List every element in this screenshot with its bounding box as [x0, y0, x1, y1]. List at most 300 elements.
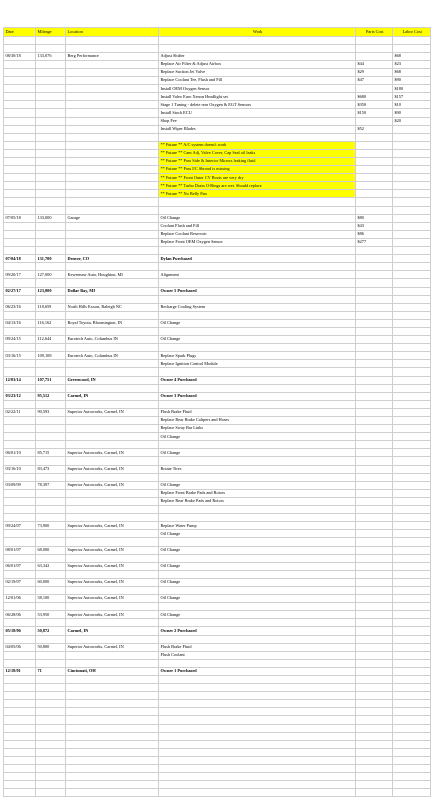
table-row — [4, 465, 431, 473]
table-row — [4, 279, 431, 287]
mileage-cell — [36, 174, 66, 182]
labor-cost-cell — [393, 392, 431, 400]
date-cell — [4, 684, 36, 692]
date-cell — [4, 222, 36, 230]
parts-cost-cell — [356, 368, 393, 376]
work-cell: Oil Change — [159, 562, 356, 570]
table-row — [4, 716, 431, 724]
date-cell — [4, 659, 36, 667]
labor-cost-cell — [393, 44, 431, 52]
date-cell — [4, 68, 36, 76]
work-cell: Oil Change — [159, 319, 356, 327]
work-cell — [159, 36, 356, 44]
mileage-cell — [36, 732, 66, 740]
parts-cost-cell — [356, 133, 393, 141]
parts-cost-cell: $86 — [356, 230, 393, 238]
labor-cost-cell — [393, 279, 431, 287]
table-row — [4, 263, 431, 271]
labor-cost-cell: $90 — [393, 77, 431, 85]
table-row — [4, 109, 431, 117]
parts-cost-cell — [356, 336, 393, 344]
labor-cost-cell — [393, 659, 431, 667]
parts-cost-cell — [356, 457, 393, 465]
labor-cost-cell — [393, 198, 431, 206]
location-cell — [66, 238, 159, 246]
location-cell: North Hills Exxon, Raleigh NC — [66, 303, 159, 311]
header-work: Work — [159, 28, 356, 37]
work-cell: Owner 2 Purchased — [159, 627, 356, 635]
work-cell: Install Wiper Blades — [159, 125, 356, 133]
mileage-cell: 50,872 — [36, 627, 66, 635]
parts-cost-cell — [356, 506, 393, 514]
labor-cost-cell — [393, 789, 431, 797]
mileage-cell — [36, 781, 66, 789]
table-row — [4, 60, 431, 68]
labor-cost-cell — [393, 643, 431, 651]
mileage-cell — [36, 756, 66, 764]
parts-cost-cell — [356, 765, 393, 773]
maintenance-log-body — [4, 28, 431, 797]
labor-cost-cell — [393, 692, 431, 700]
mileage-cell: 112,644 — [36, 336, 66, 344]
work-cell — [159, 206, 356, 214]
labor-cost-cell — [393, 765, 431, 773]
labor-cost-cell — [393, 546, 431, 554]
mileage-cell — [36, 619, 66, 627]
table-row — [4, 425, 431, 433]
date-cell — [4, 603, 36, 611]
labor-cost-cell — [393, 554, 431, 562]
mileage-cell: 109,108 — [36, 352, 66, 360]
location-cell: Superior Autoworks, Carmel, IN — [66, 578, 159, 586]
mileage-cell — [36, 789, 66, 797]
table-row — [4, 651, 431, 659]
maintenance-log-table — [3, 27, 431, 797]
location-cell — [66, 497, 159, 505]
labor-cost-cell — [393, 586, 431, 594]
mileage-cell — [36, 44, 66, 52]
table-row — [4, 489, 431, 497]
table-row — [4, 303, 431, 311]
work-cell: Oil Change — [159, 611, 356, 619]
date-cell: 12/18/01 — [4, 667, 36, 675]
table-row — [4, 514, 431, 522]
parts-cost-cell: $150 — [356, 109, 393, 117]
location-cell: Carmel, IN — [66, 627, 159, 635]
mileage-cell — [36, 190, 66, 198]
parts-cost-cell — [356, 425, 393, 433]
table-row — [4, 756, 431, 764]
labor-cost-cell — [393, 247, 431, 255]
location-cell — [66, 765, 159, 773]
labor-cost-cell — [393, 570, 431, 578]
parts-cost-cell — [356, 667, 393, 675]
labor-cost-cell — [393, 433, 431, 441]
parts-cost-cell: $44 — [356, 60, 393, 68]
work-cell — [159, 384, 356, 392]
date-cell: 06/01/10 — [4, 449, 36, 457]
labor-cost-cell — [393, 562, 431, 570]
labor-cost-cell — [393, 489, 431, 497]
location-cell — [66, 206, 159, 214]
table-row — [4, 52, 431, 60]
location-cell — [66, 384, 159, 392]
labor-cost-cell — [393, 141, 431, 149]
location-cell — [66, 295, 159, 303]
parts-cost-cell — [356, 465, 393, 473]
work-cell: Dylan Purchased — [159, 255, 356, 263]
table-row — [4, 708, 431, 716]
location-cell — [66, 748, 159, 756]
labor-cost-cell: $68 — [393, 52, 431, 60]
labor-cost-cell — [393, 748, 431, 756]
date-cell: 12/03/14 — [4, 376, 36, 384]
location-cell: Superior Autoworks, Carmel, IN — [66, 465, 159, 473]
parts-cost-cell — [356, 651, 393, 659]
date-cell — [4, 85, 36, 93]
location-cell — [66, 489, 159, 497]
table-row — [4, 311, 431, 319]
mileage-cell: 107,751 — [36, 376, 66, 384]
location-cell: Superior Autoworks, Carmel, IN — [66, 546, 159, 554]
location-cell — [66, 538, 159, 546]
parts-cost-cell: $277 — [356, 238, 393, 246]
table-row — [4, 392, 431, 400]
parts-cost-cell — [356, 44, 393, 52]
date-cell — [4, 206, 36, 214]
labor-cost-cell — [393, 158, 431, 166]
mileage-cell — [36, 700, 66, 708]
work-cell: Oil Change — [159, 530, 356, 538]
mileage-cell — [36, 327, 66, 335]
labor-cost-cell — [393, 684, 431, 692]
location-cell — [66, 789, 159, 797]
mileage-cell — [36, 651, 66, 659]
work-cell — [159, 400, 356, 408]
work-cell: Oil Change — [159, 449, 356, 457]
labor-cost-cell — [393, 182, 431, 190]
date-cell — [4, 166, 36, 174]
labor-cost-cell — [393, 595, 431, 603]
parts-cost-cell — [356, 659, 393, 667]
location-cell — [66, 400, 159, 408]
location-cell — [66, 85, 159, 93]
labor-cost-cell — [393, 497, 431, 505]
table-row — [4, 538, 431, 546]
work-cell: Oil Change — [159, 595, 356, 603]
table-row — [4, 360, 431, 368]
labor-cost-cell — [393, 473, 431, 481]
parts-cost-cell — [356, 789, 393, 797]
mileage-cell — [36, 740, 66, 748]
parts-cost-cell: $350 — [356, 101, 393, 109]
work-cell — [159, 619, 356, 627]
location-cell — [66, 724, 159, 732]
date-cell — [4, 93, 36, 101]
work-cell: Oil Change — [159, 214, 356, 222]
labor-cost-cell — [393, 538, 431, 546]
parts-cost-cell — [356, 748, 393, 756]
labor-cost-cell — [393, 149, 431, 157]
parts-cost-cell — [356, 586, 393, 594]
mileage-cell: 90,593 — [36, 408, 66, 416]
location-cell — [66, 166, 159, 174]
parts-cost-cell — [356, 360, 393, 368]
parts-cost-cell — [356, 562, 393, 570]
location-cell — [66, 141, 159, 149]
work-cell: Owner 4 Purchased — [159, 376, 356, 384]
table-row — [4, 336, 431, 344]
table-row — [4, 789, 431, 797]
date-cell: 03/23/12 — [4, 392, 36, 400]
parts-cost-cell — [356, 538, 393, 546]
location-cell — [66, 368, 159, 376]
labor-cost-cell — [393, 230, 431, 238]
work-cell: Install Valeo Euro Xenon Headlight set — [159, 93, 356, 101]
table-row — [4, 765, 431, 773]
date-cell: 09/20/17 — [4, 271, 36, 279]
parts-cost-cell — [356, 643, 393, 651]
location-cell — [66, 457, 159, 465]
date-cell — [4, 457, 36, 465]
parts-cost-cell — [356, 117, 393, 125]
parts-cost-cell — [356, 408, 393, 416]
mileage-cell: 71 — [36, 667, 66, 675]
labor-cost-cell — [393, 530, 431, 538]
parts-cost-cell — [356, 344, 393, 352]
table-row — [4, 238, 431, 246]
work-cell: Replace Air Filter & Adjust Airbox — [159, 60, 356, 68]
parts-cost-cell — [356, 578, 393, 586]
table-row — [4, 773, 431, 781]
mileage-cell: 63,342 — [36, 562, 66, 570]
location-cell: Superior Autoworks, Carmel, IN — [66, 522, 159, 530]
table-row — [4, 149, 431, 157]
labor-cost-cell — [393, 651, 431, 659]
work-cell: Oil Change — [159, 336, 356, 344]
location-cell: Garage — [66, 214, 159, 222]
mileage-cell — [36, 101, 66, 109]
labor-cost-cell — [393, 344, 431, 352]
location-cell — [66, 158, 159, 166]
location-cell — [66, 109, 159, 117]
mileage-cell: 53,950 — [36, 611, 66, 619]
labor-cost-cell — [393, 271, 431, 279]
mileage-cell: 58,100 — [36, 595, 66, 603]
work-cell: Oil Change — [159, 433, 356, 441]
mileage-cell — [36, 530, 66, 538]
parts-cost-cell — [356, 781, 393, 789]
table-row — [4, 44, 431, 52]
parts-cost-cell — [356, 732, 393, 740]
mileage-cell — [36, 166, 66, 174]
date-cell: 02/27/17 — [4, 287, 36, 295]
table-row — [4, 603, 431, 611]
location-cell: Superior Autoworks, Carmel, IN — [66, 595, 159, 603]
work-cell — [159, 724, 356, 732]
mileage-cell — [36, 60, 66, 68]
location-cell — [66, 198, 159, 206]
table-row — [4, 643, 431, 651]
work-cell: Owner 3 Purchased — [159, 392, 356, 400]
work-cell: Oil Change — [159, 481, 356, 489]
mileage-cell: 95,512 — [36, 392, 66, 400]
work-cell: Replace Coolant Tee, Flush and Fill — [159, 77, 356, 85]
work-cell: Replace Front OEM Oxygen Sensor — [159, 238, 356, 246]
work-cell — [159, 708, 356, 716]
date-cell: 04/13/16 — [4, 319, 36, 327]
location-cell — [66, 473, 159, 481]
parts-cost-cell — [356, 619, 393, 627]
parts-cost-cell — [356, 271, 393, 279]
mileage-cell — [36, 603, 66, 611]
date-cell — [4, 651, 36, 659]
mileage-cell: 131,700 — [36, 255, 66, 263]
mileage-cell — [36, 360, 66, 368]
work-cell — [159, 756, 356, 764]
date-cell — [4, 279, 36, 287]
date-cell: 03/16/15 — [4, 352, 36, 360]
date-cell — [4, 441, 36, 449]
work-cell: Alignment — [159, 271, 356, 279]
location-cell: Superior Autoworks, Carmel, IN — [66, 408, 159, 416]
labor-cost-cell — [393, 619, 431, 627]
work-cell: Replace Sway Bar Links — [159, 425, 356, 433]
parts-cost-cell: $29 — [356, 68, 393, 76]
table-row — [4, 271, 431, 279]
location-cell — [66, 36, 159, 44]
mileage-cell — [36, 238, 66, 246]
mileage-cell — [36, 109, 66, 117]
date-cell — [4, 635, 36, 643]
table-row — [4, 497, 431, 505]
work-cell — [159, 781, 356, 789]
work-cell: Flush Brake Fluid — [159, 408, 356, 416]
date-cell — [4, 676, 36, 684]
parts-cost-cell — [356, 497, 393, 505]
labor-cost-cell — [393, 465, 431, 473]
header-location: Location — [66, 28, 159, 37]
table-row — [4, 68, 431, 76]
location-cell — [66, 514, 159, 522]
date-cell — [4, 60, 36, 68]
table-row — [4, 700, 431, 708]
date-cell — [4, 716, 36, 724]
mileage-cell — [36, 692, 66, 700]
parts-cost-cell — [356, 295, 393, 303]
work-cell: ** Future ** Turbo Drain O-Rings are wet. Should replace — [159, 182, 356, 190]
mileage-cell — [36, 206, 66, 214]
mileage-cell — [36, 311, 66, 319]
date-cell — [4, 109, 36, 117]
labor-cost-cell — [393, 287, 431, 295]
mileage-cell — [36, 158, 66, 166]
date-cell — [4, 586, 36, 594]
date-cell — [4, 344, 36, 352]
parts-cost-cell — [356, 635, 393, 643]
labor-cost-cell — [393, 441, 431, 449]
parts-cost-cell — [356, 327, 393, 335]
mileage-cell — [36, 773, 66, 781]
mileage-cell — [36, 263, 66, 271]
mileage-cell: 83,473 — [36, 465, 66, 473]
date-cell — [4, 732, 36, 740]
date-cell: 09/24/15 — [4, 336, 36, 344]
mileage-cell: 118,659 — [36, 303, 66, 311]
table-row — [4, 384, 431, 392]
labor-cost-cell — [393, 700, 431, 708]
mileage-cell — [36, 295, 66, 303]
work-cell: Flush Brake Fluid — [159, 643, 356, 651]
table-row — [4, 627, 431, 635]
mileage-cell — [36, 149, 66, 157]
work-cell — [159, 247, 356, 255]
work-cell: Replace Coolant Reservoir — [159, 230, 356, 238]
work-cell: Replace Rear Brake Calipers and Hoses — [159, 417, 356, 425]
date-cell: 06/28/06 — [4, 611, 36, 619]
table-row — [4, 198, 431, 206]
labor-cost-cell — [393, 724, 431, 732]
parts-cost-cell — [356, 676, 393, 684]
table-row — [4, 344, 431, 352]
date-cell — [4, 190, 36, 198]
mileage-cell — [36, 586, 66, 594]
table-row — [4, 319, 431, 327]
parts-cost-cell — [356, 247, 393, 255]
table-row — [4, 748, 431, 756]
location-cell — [66, 603, 159, 611]
mileage-cell — [36, 748, 66, 756]
work-cell: Replace Spark Plugs — [159, 352, 356, 360]
date-cell — [4, 433, 36, 441]
date-cell: 08/30/18 — [4, 52, 36, 60]
parts-cost-cell — [356, 773, 393, 781]
table-row — [4, 190, 431, 198]
work-cell — [159, 473, 356, 481]
table-row — [4, 562, 431, 570]
location-cell — [66, 417, 159, 425]
location-cell — [66, 773, 159, 781]
table-row — [4, 578, 431, 586]
labor-cost-cell — [393, 773, 431, 781]
date-cell — [4, 489, 36, 497]
location-cell — [66, 125, 159, 133]
labor-cost-cell — [393, 174, 431, 182]
date-cell — [4, 724, 36, 732]
date-cell — [4, 247, 36, 255]
work-cell: Oil Change — [159, 578, 356, 586]
table-row — [4, 530, 431, 538]
date-cell — [4, 230, 36, 238]
date-cell — [4, 756, 36, 764]
labor-cost-cell — [393, 417, 431, 425]
mileage-cell — [36, 141, 66, 149]
table-row — [4, 684, 431, 692]
location-cell — [66, 676, 159, 684]
work-cell — [159, 700, 356, 708]
location-cell — [66, 311, 159, 319]
parts-cost-cell — [356, 263, 393, 271]
location-cell — [66, 708, 159, 716]
parts-cost-cell: $680 — [356, 93, 393, 101]
location-cell — [66, 222, 159, 230]
table-row — [4, 295, 431, 303]
table-row — [4, 255, 431, 263]
parts-cost-cell — [356, 149, 393, 157]
mileage-cell — [36, 506, 66, 514]
date-cell — [4, 781, 36, 789]
work-cell — [159, 368, 356, 376]
